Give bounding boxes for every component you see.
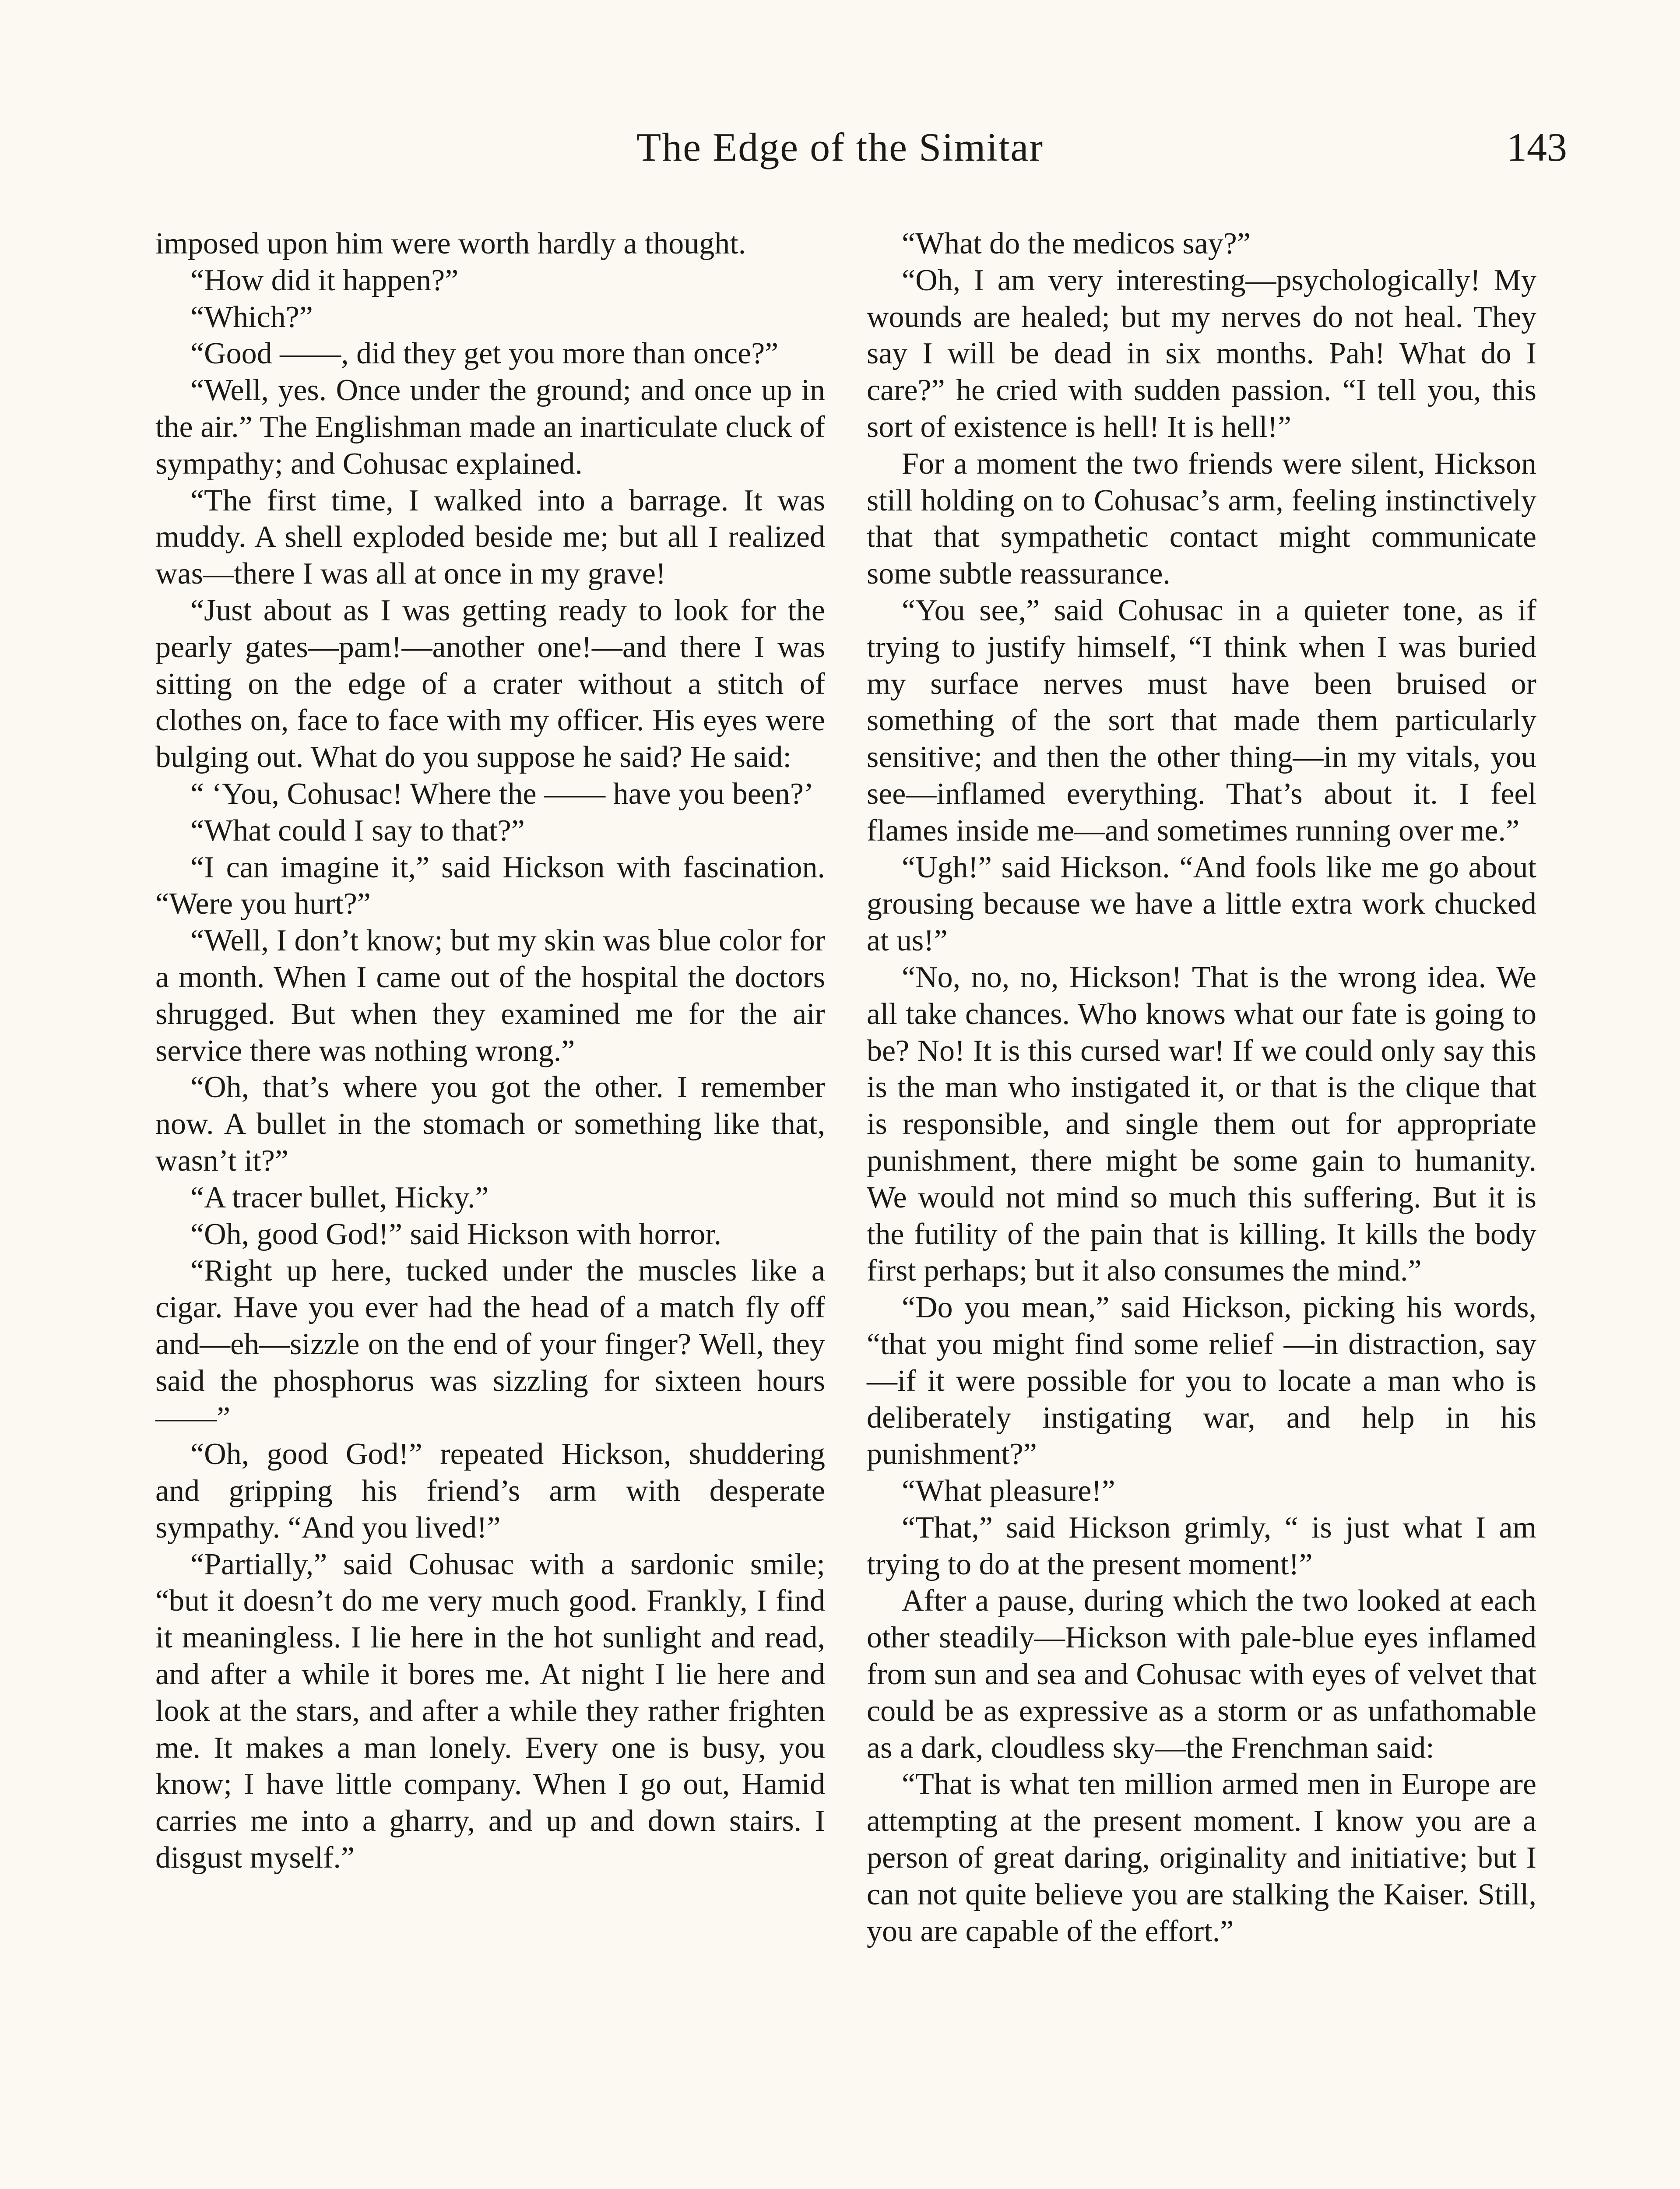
paragraph: “Ugh!” said Hickson. “And fools like me go about grousing because we have a little extra work chucked at us!” bbox=[867, 850, 1536, 958]
paragraph: “ ‘You, Cohusac! Where the —— have you been?’ bbox=[190, 777, 814, 811]
paragraph: “Well, yes. Once under the ground; and once up in the air.” The Englishman made an inarticulate cluck of sympathy; and Cohusac explained. bbox=[155, 373, 825, 481]
paragraph: “Do you mean,” said Hickson, picking his words, “that you might find some relief —in distraction, say—if it were possible for you to locate a man who is deliberately instigating war, and help in his punishment?” bbox=[867, 1291, 1536, 1471]
paragraph: “Which?” bbox=[190, 300, 313, 334]
paragraph: “How did it happen?” bbox=[190, 263, 459, 297]
paragraph: “I can imagine it,” said Hickson with fascination. “Were you hurt?” bbox=[155, 850, 825, 921]
paragraph: “Good ——, did they get you more than once?” bbox=[190, 337, 779, 371]
paragraph: “Right up here, tucked under the muscles like a cigar. Have you ever had the head of a match fly off and—eh—sizzle on the end of your finger? Well, they said the phosphorus was sizzling for sixteen hours——” bbox=[155, 1254, 825, 1435]
right-text-column bbox=[867, 225, 1536, 1950]
paragraph: After a pause, during which the two looked at each other steadily—Hickson with pale-blue eyes inflamed from sun and sea and Cohusac with eyes of velvet that could be as expressive as a storm or as unfathomable as a dark, cloudless sky—the Frenchman said: bbox=[867, 1584, 1536, 1765]
paragraph: “Partially,” said Cohusac with a sardonic smile; “but it doesn’t do me very much good. Frankly, I find it meaningless. I lie here in the hot sunlight and read, and after a while it bores me. At night I lie here and look at the stars, and after a while they rather frighten me. It makes a man lonely. Every one is busy, you know; I have little company. When I go out, Hamid carries me into a gharry, and up and down stairs. I disgust myself.” bbox=[155, 1547, 825, 1875]
paragraph: “Oh, I am very interesting—psychologically! My wounds are healed; but my nerves do not heal. They say I will be dead in six months. Pah! What do I care?” he cried with sudden passion. “I tell you, this sort of existence is hell! It is hell!” bbox=[867, 263, 1536, 444]
paragraph: “What pleasure!” bbox=[902, 1474, 1115, 1508]
paragraph: For a moment the two friends were silent, Hickson still holding on to Cohusac’s arm, feeling instinctively that that sympathetic contact might communicate some subtle reassurance. bbox=[867, 447, 1536, 591]
paragraph: “That is what ten million armed men in Europe are attempting at the present moment. I know you are a person of great daring, originality and initiative; but I can not quite believe you are stalking the Kaiser. Still, you are capable of the effort.” bbox=[867, 1767, 1536, 1948]
paragraph: imposed upon him were worth hardly a thought. bbox=[155, 227, 746, 260]
paragraph: “Just about as I was getting ready to look for the pearly gates—pam!—another one!—and there I was sitting on the edge of a crater without a stitch of clothes on, face to face with my officer. His eyes were bulging out. What do you suppose he said? He said: bbox=[155, 593, 825, 774]
paragraph: “What could I say to that?” bbox=[190, 813, 525, 848]
paragraph: “Well, I don’t know; but my skin was blue color for a month. When I came out of the hospital the doctors shrugged. But when they examined me for the air service there was nothing wrong.” bbox=[155, 924, 825, 1068]
paragraph: “A tracer bullet, Hicky.” bbox=[190, 1180, 489, 1214]
page-number: 143 bbox=[1507, 125, 1567, 169]
paragraph: “What do the medicos say?” bbox=[902, 227, 1251, 260]
paragraph: “Oh, good God!” said Hickson with horror. bbox=[190, 1217, 722, 1251]
paragraph: “Oh, that’s where you got the other. I remember now. A bullet in the stomach or something like that, wasn’t it?” bbox=[155, 1070, 825, 1178]
paragraph: “You see,” said Cohusac in a quieter tone, as if trying to justify himself, “I think when I was buried my surface nerves must have been bruised or something of the sort that made them particularly sensitive; and then the other thing—in my vitals, you see—inflamed everything. That’s about it. I feel flames inside me—and sometimes running over me.” bbox=[867, 593, 1536, 848]
paragraph: “That,” said Hickson grimly, “ is just what I am trying to do at the present moment!” bbox=[867, 1510, 1536, 1581]
paragraph: “Oh, good God!” repeated Hickson, shuddering and gripping his friend’s arm with desperate sympathy. “And you lived!” bbox=[155, 1437, 825, 1545]
paragraph: “The first time, I walked into a barrage. It was muddy. A shell exploded beside me; but all I realized was—there I was all at once in my grave! bbox=[155, 483, 825, 591]
running-title: The Edge of the Simitar bbox=[636, 125, 1044, 169]
left-text-column bbox=[155, 225, 825, 1876]
paragraph: “No, no, no, Hickson! That is the wrong idea. We all take chances. Who knows what our fate is going to be? No! It is this cursed war! If we could only say this is the man who instigated it, or that is the clique that is responsible, and single them out for appropriate punishment, there might be some gain to humanity. We would not mind so much this suffering. But it is the futility of the pain that is killing. It kills the body first perhaps; but it also consumes the mind.” bbox=[867, 960, 1536, 1288]
